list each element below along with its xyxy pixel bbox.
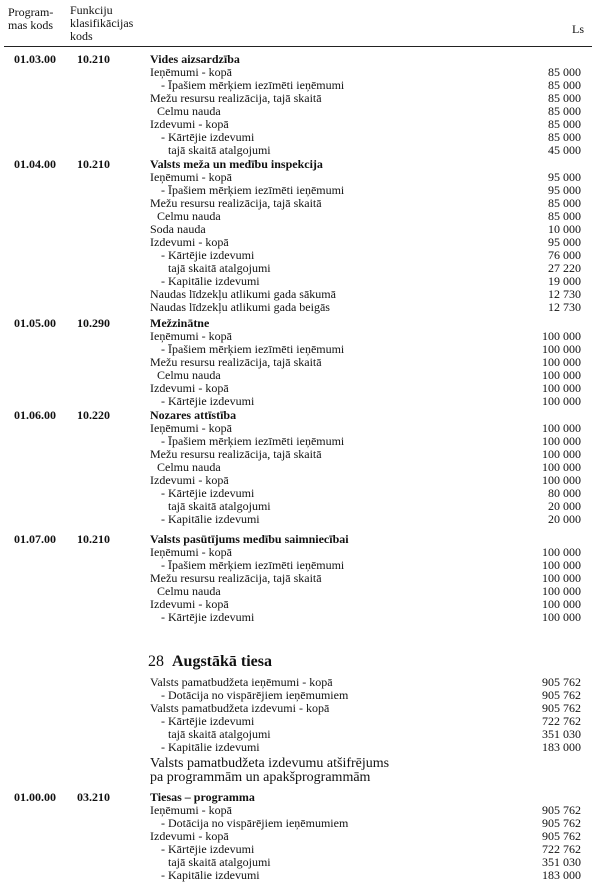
row-amount: 80 000 <box>548 486 581 500</box>
table-row <box>0 144 600 157</box>
row-amount: 95 000 <box>548 235 581 249</box>
row-label: Izdevumi - kopā <box>150 829 229 843</box>
row-amount: 905 762 <box>542 675 581 689</box>
row-label: - Kārtējie izdevumi <box>161 394 255 408</box>
breakdown-heading-line1: Valsts pamatbudžeta izdevumu atšifrējums <box>150 756 390 771</box>
function-code: 03.210 <box>77 790 110 804</box>
row-label: Izdevumi - kopā <box>150 235 229 249</box>
section-title-row <box>0 791 600 804</box>
table-row <box>0 487 600 500</box>
table-row <box>0 611 600 624</box>
row-amount: 100 000 <box>542 368 581 382</box>
row-label: tajā skaitā atalgojumi <box>168 261 271 275</box>
header-divider <box>4 46 592 47</box>
program-code: 01.04.00 <box>14 157 56 171</box>
table-row <box>0 500 600 513</box>
section-title-row <box>0 409 600 422</box>
row-amount: 100 000 <box>542 355 581 369</box>
row-label: Izdevumi - kopā <box>150 597 229 611</box>
table-row <box>0 92 600 105</box>
row-amount: 100 000 <box>542 571 581 585</box>
row-label: - Īpašiem mērķiem iezīmēti ieņēmumi <box>161 78 345 92</box>
table-row <box>0 223 600 236</box>
row-label: - Īpašiem mērķiem iezīmēti ieņēmumi <box>161 183 345 197</box>
row-amount: 905 762 <box>542 701 581 715</box>
row-amount: 905 762 <box>542 829 581 843</box>
row-label: - Īpašiem mērķiem iezīmēti ieņēmumi <box>161 558 345 572</box>
row-label: tajā skaitā atalgojumi <box>168 143 271 157</box>
row-label: Ieņēmumi - kopā <box>150 65 232 79</box>
row-label: - Dotācija no vispārējiem ieņēmumiem <box>161 816 349 830</box>
row-amount: 45 000 <box>548 143 581 157</box>
row-amount: 100 000 <box>542 342 581 356</box>
section-title-row <box>0 533 600 546</box>
row-amount: 76 000 <box>548 248 581 262</box>
row-amount: 905 762 <box>542 803 581 817</box>
row-label: - Kārtējie izdevumi <box>161 248 255 262</box>
table-row <box>0 741 600 754</box>
table-row <box>0 474 600 487</box>
row-amount: 85 000 <box>548 78 581 92</box>
row-label: - Kārtējie izdevumi <box>161 714 255 728</box>
row-label: tajā skaitā atalgojumi <box>168 855 271 869</box>
row-amount: 85 000 <box>548 65 581 79</box>
section-title-row <box>0 317 600 330</box>
row-amount: 183 000 <box>542 740 581 754</box>
budget-section <box>0 791 600 882</box>
row-label: Mežu resursu realizācija, tajā skaitā <box>150 355 322 369</box>
row-amount: 100 000 <box>542 329 581 343</box>
row-label: - Kapitālie izdevumi <box>161 868 260 882</box>
row-label: tajā skaitā atalgojumi <box>168 499 271 513</box>
row-amount: 100 000 <box>542 381 581 395</box>
institution-number: 28 <box>148 653 164 670</box>
row-amount: 100 000 <box>542 610 581 624</box>
function-code: 10.210 <box>77 532 110 546</box>
row-label: Ieņēmumi - kopā <box>150 803 232 817</box>
table-row <box>0 715 600 728</box>
row-amount: 100 000 <box>542 584 581 598</box>
row-label: Celmu nauda <box>157 104 221 118</box>
row-amount: 722 762 <box>542 714 581 728</box>
row-label: Mežu resursu realizācija, tajā skaitā <box>150 447 322 461</box>
program-code: 01.03.00 <box>14 52 56 66</box>
row-label: - Kārtējie izdevumi <box>161 842 255 856</box>
section-title: Valsts meža un medību inspekcija <box>150 157 323 171</box>
row-label: - Kārtējie izdevumi <box>161 610 255 624</box>
row-label: Soda nauda <box>150 222 206 236</box>
row-label: Naudas līdzekļu atlikumi gada sākumā <box>150 287 336 301</box>
row-amount: 85 000 <box>548 117 581 131</box>
section-title: Vides aizsardzība <box>150 52 240 66</box>
institution-rows <box>0 676 600 754</box>
function-code: 10.210 <box>77 157 110 171</box>
row-amount: 85 000 <box>548 209 581 223</box>
row-label: - Īpašiem mērķiem iezīmēti ieņēmumi <box>161 434 345 448</box>
row-amount: 100 000 <box>542 394 581 408</box>
table-row <box>0 249 600 262</box>
row-label: Celmu nauda <box>157 368 221 382</box>
section-title: Valsts pasūtījums medību saimniecībai <box>150 532 349 546</box>
program-code: 01.07.00 <box>14 532 56 546</box>
row-amount: 20 000 <box>548 499 581 513</box>
row-amount: 85 000 <box>548 91 581 105</box>
table-header <box>0 0 600 48</box>
table-row <box>0 356 600 369</box>
row-amount: 12 730 <box>548 287 581 301</box>
table-row <box>0 118 600 131</box>
row-label: Ieņēmumi - kopā <box>150 329 232 343</box>
program-code: 01.00.00 <box>14 790 56 804</box>
row-amount: 27 220 <box>548 261 581 275</box>
table-row <box>0 236 600 249</box>
row-label: Celmu nauda <box>157 584 221 598</box>
row-amount: 100 000 <box>542 421 581 435</box>
row-label: Ieņēmumi - kopā <box>150 545 232 559</box>
row-label: - Kārtējie izdevumi <box>161 486 255 500</box>
row-amount: 10 000 <box>548 222 581 236</box>
table-row <box>0 572 600 585</box>
table-row <box>0 382 600 395</box>
table-row <box>0 817 600 830</box>
column-header-program-code: Program-mas kods <box>8 5 54 32</box>
row-amount: 85 000 <box>548 130 581 144</box>
row-amount: 100 000 <box>542 545 581 559</box>
row-amount: 905 762 <box>542 688 581 702</box>
table-row <box>0 585 600 598</box>
budget-section <box>0 158 600 314</box>
row-amount: 100 000 <box>542 597 581 611</box>
table-row <box>0 830 600 843</box>
row-amount: 183 000 <box>542 868 581 882</box>
institution-name: Augstākā tiesa <box>172 653 273 670</box>
table-row <box>0 728 600 741</box>
table-row <box>0 598 600 611</box>
row-label: Valsts pamatbudžeta ieņēmumi - kopā <box>150 675 333 689</box>
row-amount: 85 000 <box>548 104 581 118</box>
row-label: - Dotācija no vispārējiem ieņēmumiem <box>161 688 349 702</box>
table-row <box>0 513 600 526</box>
row-label: Celmu nauda <box>157 209 221 223</box>
function-code: 10.210 <box>77 52 110 66</box>
table-row <box>0 369 600 382</box>
currency-label: Ls <box>572 22 584 36</box>
row-amount: 95 000 <box>548 170 581 184</box>
row-amount: 905 762 <box>542 816 581 830</box>
row-amount: 100 000 <box>542 434 581 448</box>
row-amount: 351 030 <box>542 855 581 869</box>
row-amount: 722 762 <box>542 842 581 856</box>
table-row <box>0 262 600 275</box>
table-row <box>0 197 600 210</box>
program-code: 01.05.00 <box>14 316 56 330</box>
section-title: Tiesas – programma <box>150 790 255 804</box>
section-title-row <box>0 158 600 171</box>
table-row <box>0 448 600 461</box>
breakdown-heading <box>150 757 389 785</box>
institution-heading <box>148 653 272 671</box>
row-label: Izdevumi - kopā <box>150 473 229 487</box>
table-row <box>0 869 600 882</box>
row-amount: 20 000 <box>548 512 581 526</box>
table-row <box>0 301 600 314</box>
row-label: Valsts pamatbudžeta izdevumi - kopā <box>150 701 330 715</box>
function-code: 10.220 <box>77 408 110 422</box>
row-amount: 100 000 <box>542 558 581 572</box>
row-label: Ieņēmumi - kopā <box>150 170 232 184</box>
row-label: Izdevumi - kopā <box>150 117 229 131</box>
table-row <box>0 105 600 118</box>
row-amount: 12 730 <box>548 300 581 314</box>
row-amount: 95 000 <box>548 183 581 197</box>
budget-section <box>0 53 600 157</box>
budget-section <box>0 317 600 408</box>
table-row <box>0 210 600 223</box>
budget-section <box>0 409 600 526</box>
table-row <box>0 702 600 715</box>
row-amount: 351 030 <box>542 727 581 741</box>
row-label: Mežu resursu realizācija, tajā skaitā <box>150 91 322 105</box>
row-amount: 100 000 <box>542 447 581 461</box>
row-label: - Kārtējie izdevumi <box>161 130 255 144</box>
row-label: - Īpašiem mērķiem iezīmēti ieņēmumi <box>161 342 345 356</box>
table-row <box>0 856 600 869</box>
row-label: - Kapitālie izdevumi <box>161 512 260 526</box>
row-label: Celmu nauda <box>157 460 221 474</box>
row-label: Mežu resursu realizācija, tajā skaitā <box>150 196 322 210</box>
row-label: Izdevumi - kopā <box>150 381 229 395</box>
column-header-function-code: Funkciju klasifikācijas kods <box>70 3 134 43</box>
section-title: Nozares attīstība <box>150 408 237 422</box>
section-title: Mežzinātne <box>150 316 210 330</box>
row-amount: 85 000 <box>548 196 581 210</box>
row-amount: 100 000 <box>542 460 581 474</box>
row-label: Mežu resursu realizācija, tajā skaitā <box>150 571 322 585</box>
row-amount: 100 000 <box>542 473 581 487</box>
function-code: 10.290 <box>77 316 110 330</box>
row-label: - Kapitālie izdevumi <box>161 740 260 754</box>
row-amount: 19 000 <box>548 274 581 288</box>
row-label: Ieņēmumi - kopā <box>150 421 232 435</box>
program-code: 01.06.00 <box>14 408 56 422</box>
table-row <box>0 461 600 474</box>
table-row <box>0 131 600 144</box>
row-label: - Kapitālie izdevumi <box>161 274 260 288</box>
budget-section <box>0 533 600 624</box>
row-label: Naudas līdzekļu atlikumi gada beigās <box>150 300 330 314</box>
row-label: tajā skaitā atalgojumi <box>168 727 271 741</box>
section-title-row <box>0 53 600 66</box>
breakdown-heading-line2: pa programmām un apakšprogrammām <box>150 770 371 785</box>
table-row <box>0 395 600 408</box>
table-row <box>0 843 600 856</box>
